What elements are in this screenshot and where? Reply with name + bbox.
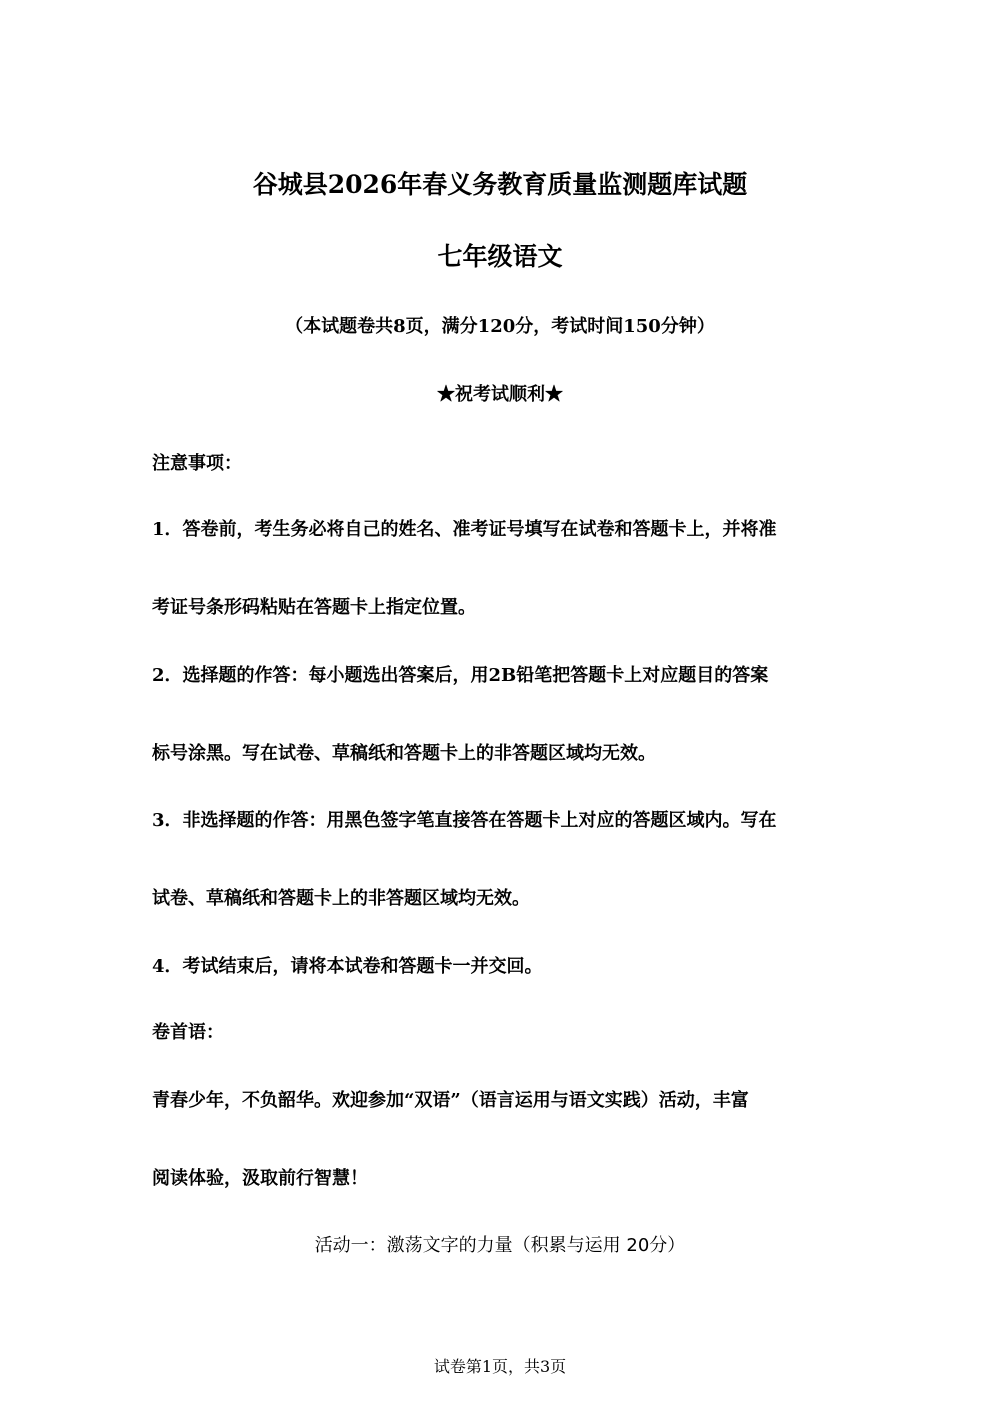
preface-line-1: 青春少年，不负韶华。欢迎参加“双语”（语言运用与语文实践）活动，丰富 <box>152 1090 749 1111</box>
exam-subject: 七年级语文 <box>437 242 563 271</box>
note-item-3-line-1: 3．非选择题的作答：用黑色签字笔直接答在答题卡上对应的答题区域内。写在 <box>152 810 777 831</box>
note-item-1-line-2: 考证号条形码粘贴在答题卡上指定位置。 <box>152 597 476 618</box>
exam-wish: ★祝考试顺利★ <box>437 384 563 405</box>
exam-info: （本试题卷共8页，满分120分，考试时间150分钟） <box>285 316 715 337</box>
page-footer: 试卷第1页，共3页 <box>433 1357 567 1376</box>
note-item-3-line-2: 试卷、草稿纸和答题卡上的非答题区域均无效。 <box>152 888 530 909</box>
preface-line-2: 阅读体验，汲取前行智慧！ <box>152 1168 368 1189</box>
activity-heading: 活动一：激荡文字的力量（积累与运用 20分） <box>314 1235 686 1256</box>
note-item-4-line-1: 4．考试结束后，请将本试卷和答题卡一并交回。 <box>152 956 543 977</box>
note-item-2-line-1: 2．选择题的作答：每小题选出答案后，用2B铅笔把答题卡上对应题目的答案 <box>152 665 769 686</box>
preface-label: 卷首语： <box>152 1022 224 1043</box>
note-item-2-line-2: 标号涂黑。写在试卷、草稿纸和答题卡上的非答题区域均无效。 <box>152 743 656 764</box>
note-item-1-line-1: 1．答卷前，考生务必将自己的姓名、准考证号填写在试卷和答题卡上，并将准 <box>152 519 777 540</box>
exam-title: 谷城县2026年春义务教育质量监测题库试题 <box>252 170 748 199</box>
notes-label: 注意事项： <box>152 453 242 474</box>
